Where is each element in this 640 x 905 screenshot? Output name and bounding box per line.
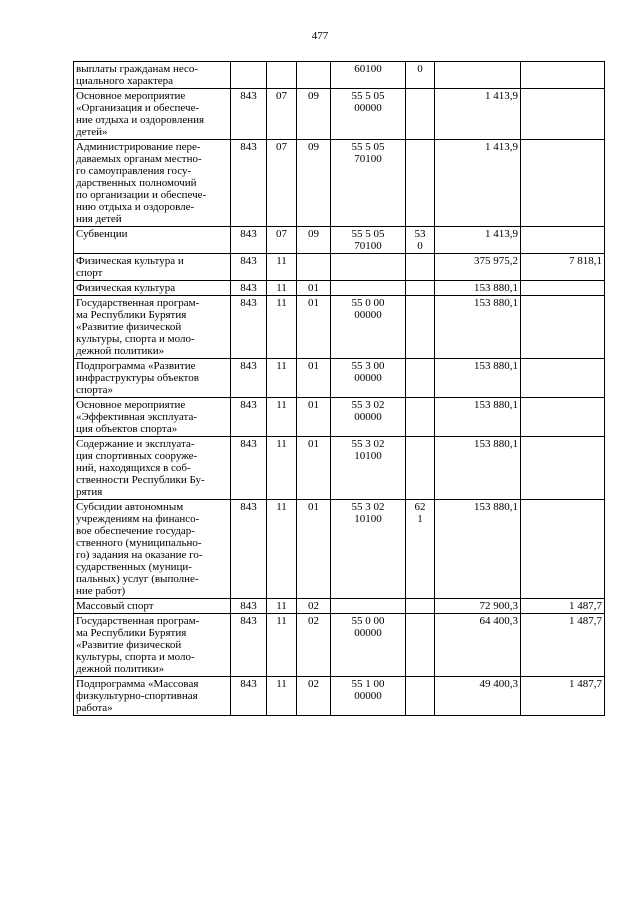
row-vr-cell bbox=[406, 296, 435, 359]
row-csr-cell: 55 3 00 00000 bbox=[331, 359, 406, 398]
row-rz-cell: 11 bbox=[267, 599, 297, 614]
row-sum2-cell bbox=[521, 89, 605, 140]
row-name-cell: Администрирование пере- даваемых органам местно- го самоуправления госу- дарственных полномочий по организации и обеспече- нию отдыха и оздоровле- ния детей bbox=[74, 140, 231, 227]
row-csr-cell: 55 5 05 70100 bbox=[331, 140, 406, 227]
budget-table bbox=[73, 61, 605, 716]
row-pr-cell: 09 bbox=[297, 89, 331, 140]
row-vr-cell: 62 1 bbox=[406, 500, 435, 599]
row-sum2-cell: 7 818,1 bbox=[521, 254, 605, 281]
row-vr-cell bbox=[406, 140, 435, 227]
table-row bbox=[74, 437, 605, 500]
row-vr-cell bbox=[406, 254, 435, 281]
row-name-cell: Подпрограмма «Развитие инфраструктуры объектов спорта» bbox=[74, 359, 231, 398]
row-sum1-cell: 153 880,1 bbox=[435, 359, 521, 398]
row-sum1-cell: 1 413,9 bbox=[435, 140, 521, 227]
row-csr-cell: 55 0 00 00000 bbox=[331, 614, 406, 677]
row-csr-cell bbox=[331, 599, 406, 614]
table-row bbox=[74, 599, 605, 614]
table-row bbox=[74, 89, 605, 140]
row-sum1-cell: 153 880,1 bbox=[435, 398, 521, 437]
row-pr-cell: 01 bbox=[297, 437, 331, 500]
table-row bbox=[74, 140, 605, 227]
row-sum2-cell: 1 487,7 bbox=[521, 599, 605, 614]
row-pr-cell bbox=[297, 62, 331, 89]
row-rz-cell: 11 bbox=[267, 254, 297, 281]
row-name-cell: Основное мероприятие «Организация и обеспече- ние отдыха и оздоровления детей» bbox=[74, 89, 231, 140]
row-ved-cell: 843 bbox=[231, 677, 267, 716]
row-ved-cell: 843 bbox=[231, 227, 267, 254]
row-sum1-cell: 153 880,1 bbox=[435, 296, 521, 359]
row-sum2-cell bbox=[521, 140, 605, 227]
row-sum1-cell: 1 413,9 bbox=[435, 89, 521, 140]
row-csr-cell: 60100 bbox=[331, 62, 406, 89]
row-pr-cell: 01 bbox=[297, 281, 331, 296]
row-name-cell: Массовый спорт bbox=[74, 599, 231, 614]
row-sum2-cell bbox=[521, 398, 605, 437]
row-name-cell: Основное мероприятие «Эффективная эксплуата- ция объектов спорта» bbox=[74, 398, 231, 437]
row-sum1-cell: 1 413,9 bbox=[435, 227, 521, 254]
row-sum1-cell: 153 880,1 bbox=[435, 437, 521, 500]
row-pr-cell: 09 bbox=[297, 227, 331, 254]
row-vr-cell bbox=[406, 281, 435, 296]
table-row bbox=[74, 62, 605, 89]
row-pr-cell: 02 bbox=[297, 614, 331, 677]
row-sum1-cell: 49 400,3 bbox=[435, 677, 521, 716]
row-name-cell: Государственная програм- ма Республики Бурятия «Развитие физической культуры, спорта и моло- дежной политики» bbox=[74, 296, 231, 359]
row-ved-cell: 843 bbox=[231, 599, 267, 614]
table-row bbox=[74, 227, 605, 254]
row-rz-cell: 11 bbox=[267, 398, 297, 437]
row-csr-cell: 55 5 05 70100 bbox=[331, 227, 406, 254]
row-vr-cell bbox=[406, 599, 435, 614]
row-rz-cell: 11 bbox=[267, 296, 297, 359]
row-ved-cell: 843 bbox=[231, 437, 267, 500]
row-pr-cell: 01 bbox=[297, 359, 331, 398]
row-rz-cell: 07 bbox=[267, 140, 297, 227]
row-pr-cell: 02 bbox=[297, 599, 331, 614]
row-name-cell: Физическая культура и спорт bbox=[74, 254, 231, 281]
row-sum2-cell bbox=[521, 296, 605, 359]
row-rz-cell: 11 bbox=[267, 677, 297, 716]
row-name-cell: Государственная програм- ма Республики Бурятия «Развитие физической культуры, спорта и моло- дежной политики» bbox=[74, 614, 231, 677]
row-csr-cell bbox=[331, 281, 406, 296]
row-ved-cell: 843 bbox=[231, 359, 267, 398]
row-pr-cell: 01 bbox=[297, 398, 331, 437]
row-vr-cell: 53 0 bbox=[406, 227, 435, 254]
row-rz-cell: 11 bbox=[267, 614, 297, 677]
row-sum2-cell: 1 487,7 bbox=[521, 677, 605, 716]
row-rz-cell: 11 bbox=[267, 281, 297, 296]
table-row bbox=[74, 254, 605, 281]
row-vr-cell bbox=[406, 614, 435, 677]
row-ved-cell: 843 bbox=[231, 614, 267, 677]
row-name-cell: Подпрограмма «Массовая физкультурно-спортивная работа» bbox=[74, 677, 231, 716]
row-sum1-cell: 64 400,3 bbox=[435, 614, 521, 677]
row-sum1-cell: 153 880,1 bbox=[435, 500, 521, 599]
row-ved-cell: 843 bbox=[231, 254, 267, 281]
row-name-cell: Субсидии автономным учреждениям на финансо- вое обеспечение государ- ственного (муниципально- го) задания на оказание го- сударственных (муници- пальных) услуг (выполне- ние работ) bbox=[74, 500, 231, 599]
row-csr-cell: 55 0 00 00000 bbox=[331, 296, 406, 359]
row-sum2-cell bbox=[521, 437, 605, 500]
row-rz-cell: 07 bbox=[267, 227, 297, 254]
row-pr-cell: 01 bbox=[297, 500, 331, 599]
row-sum2-cell bbox=[521, 500, 605, 599]
row-sum2-cell bbox=[521, 227, 605, 254]
row-csr-cell: 55 3 02 10100 bbox=[331, 500, 406, 599]
row-sum1-cell: 72 900,3 bbox=[435, 599, 521, 614]
row-csr-cell: 55 3 02 10100 bbox=[331, 437, 406, 500]
row-sum1-cell: 153 880,1 bbox=[435, 281, 521, 296]
row-ved-cell: 843 bbox=[231, 89, 267, 140]
row-vr-cell: 0 bbox=[406, 62, 435, 89]
row-pr-cell: 02 bbox=[297, 677, 331, 716]
row-ved-cell: 843 bbox=[231, 500, 267, 599]
row-ved-cell: 843 bbox=[231, 398, 267, 437]
row-ved-cell bbox=[231, 62, 267, 89]
row-pr-cell: 09 bbox=[297, 140, 331, 227]
row-pr-cell: 01 bbox=[297, 296, 331, 359]
row-csr-cell: 55 5 05 00000 bbox=[331, 89, 406, 140]
row-rz-cell: 11 bbox=[267, 500, 297, 599]
row-sum2-cell: 1 487,7 bbox=[521, 614, 605, 677]
row-sum1-cell: 375 975,2 bbox=[435, 254, 521, 281]
table-row bbox=[74, 359, 605, 398]
row-ved-cell: 843 bbox=[231, 140, 267, 227]
row-name-cell: Субвенции bbox=[74, 227, 231, 254]
row-vr-cell bbox=[406, 398, 435, 437]
table-row bbox=[74, 281, 605, 296]
row-ved-cell: 843 bbox=[231, 281, 267, 296]
row-vr-cell bbox=[406, 677, 435, 716]
table-row bbox=[74, 296, 605, 359]
page-number: 477 bbox=[311, 30, 329, 42]
row-csr-cell: 55 3 02 00000 bbox=[331, 398, 406, 437]
row-name-cell: выплаты гражданам несо- циального характера bbox=[74, 62, 231, 89]
table-row bbox=[74, 500, 605, 599]
row-rz-cell: 11 bbox=[267, 437, 297, 500]
row-sum2-cell bbox=[521, 281, 605, 296]
row-sum2-cell bbox=[521, 62, 605, 89]
row-name-cell: Физическая культура bbox=[74, 281, 231, 296]
row-rz-cell: 11 bbox=[267, 359, 297, 398]
row-name-cell: Содержание и эксплуата- ция спортивных сооруже- ний, находящихся в соб- ственности Республики Бу- рятия bbox=[74, 437, 231, 500]
table-row bbox=[74, 398, 605, 437]
row-pr-cell bbox=[297, 254, 331, 281]
row-rz-cell bbox=[267, 62, 297, 89]
row-sum2-cell bbox=[521, 359, 605, 398]
row-csr-cell: 55 1 00 00000 bbox=[331, 677, 406, 716]
row-ved-cell: 843 bbox=[231, 296, 267, 359]
row-vr-cell bbox=[406, 437, 435, 500]
row-csr-cell bbox=[331, 254, 406, 281]
table-row bbox=[74, 614, 605, 677]
row-rz-cell: 07 bbox=[267, 89, 297, 140]
row-sum1-cell bbox=[435, 62, 521, 89]
row-vr-cell bbox=[406, 359, 435, 398]
row-vr-cell bbox=[406, 89, 435, 140]
table-row bbox=[74, 677, 605, 716]
